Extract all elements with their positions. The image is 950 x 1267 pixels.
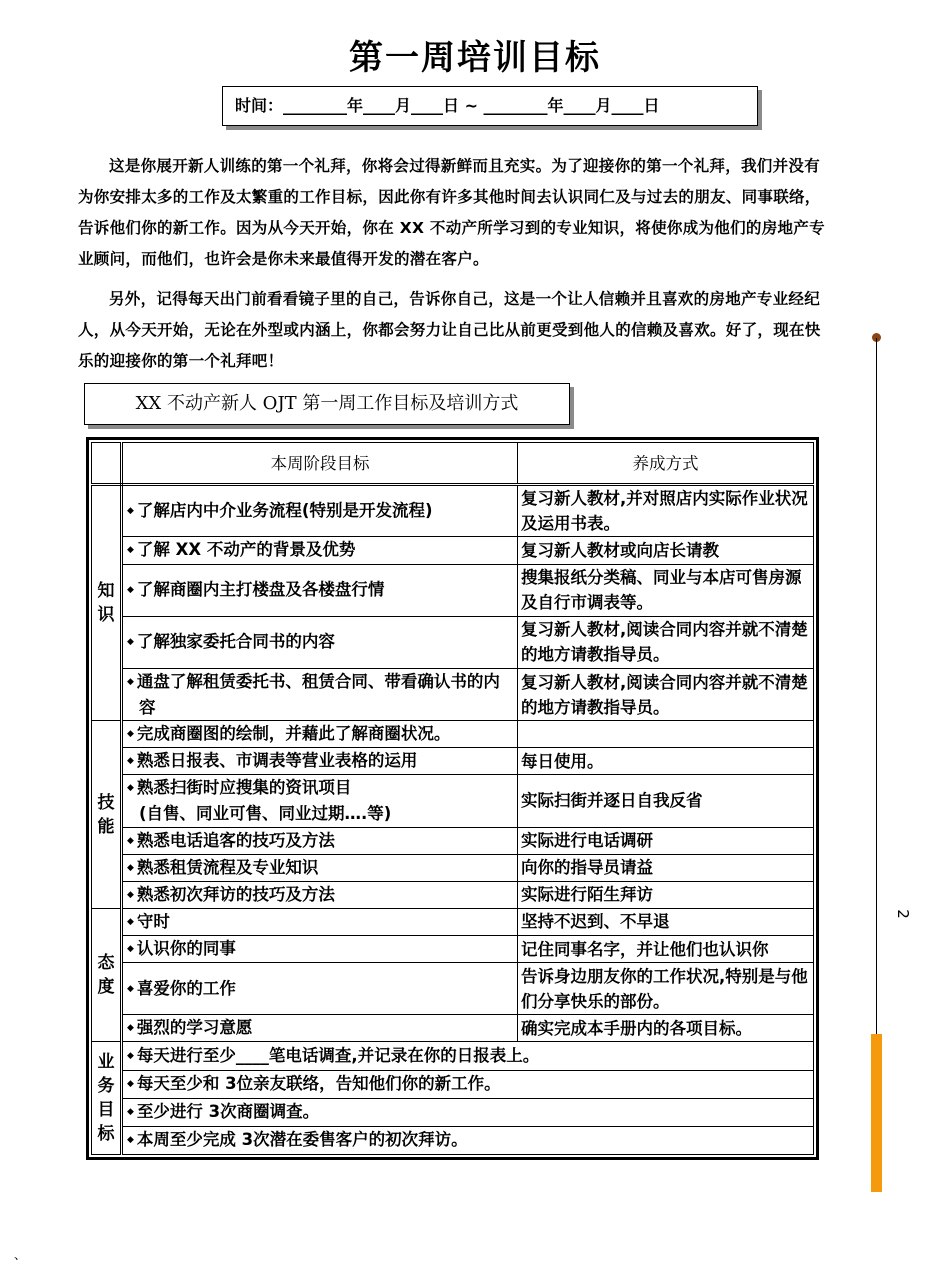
method-cell xyxy=(518,721,814,748)
method-cell: 记住同事名字，并让他们也认识你 xyxy=(518,936,814,963)
diamond-bullet-icon: ◆ xyxy=(127,1051,134,1062)
goal-cell xyxy=(122,881,518,908)
goal-text: 熟悉初次拜访的技巧及方法 xyxy=(136,884,335,904)
diamond-bullet-icon: ◆ xyxy=(127,1107,134,1118)
table-row xyxy=(92,1098,814,1126)
section-title-box xyxy=(84,383,570,425)
diamond-bullet-icon: ◆ xyxy=(127,506,134,517)
method-cell: 告诉身边朋友你的工作状况,特别是与他们分享快乐的部份。 xyxy=(518,963,814,1015)
goal-cell xyxy=(122,721,518,748)
diamond-bullet-icon: ◆ xyxy=(127,783,134,794)
header-method: 养成方式 xyxy=(518,443,814,485)
method-cell: 复习新人教材,并对照店内实际作业状况及运用书表。 xyxy=(518,485,814,537)
diamond-bullet-icon: ◆ xyxy=(127,545,134,556)
section-title: XX 不动产新人 OJT 第一周工作目标及培训方式 xyxy=(135,393,519,414)
date-range-box xyxy=(222,86,758,126)
diamond-bullet-icon: ◆ xyxy=(127,1023,134,1034)
method-cell: 坚持不迟到、不早退 xyxy=(518,908,814,935)
goal-cell xyxy=(122,616,518,668)
method-cell: 搜集报纸分类稿、同业与本店可售房源及自行市调表等。 xyxy=(518,564,814,616)
goal-cell xyxy=(122,668,518,720)
method-cell: 实际进行陌生拜访 xyxy=(518,881,814,908)
goal-text: 了解店内中介业务流程(特别是开发流程) xyxy=(136,501,433,521)
goal-text: 熟悉扫街时应搜集的资讯项目 (自售、同业可售、同业过期….等) xyxy=(136,778,392,824)
table-row xyxy=(92,963,814,1015)
category-label: 态 度 xyxy=(92,908,122,1042)
goal-text: 通盘了解租赁委托书、租赁合同、带看确认书的内容 xyxy=(136,672,500,718)
method-cell: 每日使用。 xyxy=(518,748,814,775)
goal-cell xyxy=(122,537,518,564)
table-row xyxy=(92,908,814,935)
goal-cell xyxy=(122,963,518,1015)
diamond-bullet-icon: ◆ xyxy=(127,677,134,688)
table-row xyxy=(92,485,814,537)
date-range-text: 时间：________年____月____日 ~ ________年____月____日 xyxy=(235,96,660,115)
goal-text: 强烈的学习意愿 xyxy=(136,1018,253,1038)
intro-paragraph-1: 这是你展开新人训练的第一个礼拜，你将会过得新鲜而且充实。为了迎接你的第一个礼拜，我们并没有为你安排太多的工作及太繁重的工作目标，因此你有许多其他时间去认识同仁及与过去的朋友、同事联络，告诉他们你的新工作。因为从今天开始，你在 XX 不动产所学习到的专业知识，将使你成为他们的房地产专业顾问，而他们，也许会是你未来最值得开发的潜在客户。 xyxy=(78,157,825,268)
goal-text: 了解独家委托合同书的内容 xyxy=(136,632,335,652)
table-row xyxy=(92,881,814,908)
goal-cell xyxy=(122,564,518,616)
diamond-bullet-icon: ◆ xyxy=(127,637,134,648)
goal-cell xyxy=(122,854,518,881)
intro-paragraph-2: 另外，记得每天出门前看看镜子里的自己，告诉你自己，这是一个让人信赖并且喜欢的房地产专业经纪人，从今天开始，无论在外型或内涵上，你都会努力让自己比从前更受到他人的信赖及喜欢。好了，现在快乐的迎接你的第一个礼拜吧！ xyxy=(78,290,821,370)
method-cell: 复习新人教材或向店长请教 xyxy=(518,537,814,564)
goal-cell xyxy=(122,748,518,775)
method-cell: 向你的指导员请益 xyxy=(518,854,814,881)
table-row xyxy=(92,564,814,616)
goal-cell xyxy=(122,775,518,827)
table-row xyxy=(92,936,814,963)
diamond-bullet-icon: ◆ xyxy=(127,835,134,846)
goal-text: 熟悉日报表、市调表等营业表格的运用 xyxy=(136,751,418,771)
goal-text: 每天至少和 3位亲友联络，告知他们你的新工作。 xyxy=(136,1074,501,1094)
diamond-bullet-icon: ◆ xyxy=(127,756,134,767)
margin-accent-bar xyxy=(871,1034,882,1192)
diamond-bullet-icon: ◆ xyxy=(127,889,134,900)
table-row xyxy=(92,1070,814,1098)
diamond-bullet-icon: ◆ xyxy=(127,916,134,927)
diamond-bullet-icon: ◆ xyxy=(127,585,134,596)
goal-text: 至少进行 3次商圈调查。 xyxy=(136,1102,320,1122)
diamond-bullet-icon: ◆ xyxy=(127,944,134,955)
goal-cell xyxy=(122,908,518,935)
goal-cell xyxy=(122,936,518,963)
diamond-bullet-icon: ◆ xyxy=(127,729,134,740)
category-label: 业 务 目 标 xyxy=(92,1042,122,1155)
table-row xyxy=(92,854,814,881)
method-cell: 确实完成本手册内的各项目标。 xyxy=(518,1015,814,1042)
method-cell: 实际扫街并逐日自我反省 xyxy=(518,775,814,827)
goals-table-body xyxy=(92,443,814,1155)
page-title: 第一周培训目标 xyxy=(349,38,601,78)
goal-text: 本周至少完成 3次潜在委售客户的初次拜访。 xyxy=(136,1130,468,1150)
method-cell: 复习新人教材,阅读合同内容并就不清楚的地方请教指导员。 xyxy=(518,668,814,720)
goal-text: 喜爱你的工作 xyxy=(136,978,236,998)
table-row xyxy=(92,616,814,668)
table-row xyxy=(92,748,814,775)
goal-text: 熟悉电话追客的技巧及方法 xyxy=(136,830,335,850)
table-row xyxy=(92,1042,814,1070)
corner-mark: 、 xyxy=(14,1248,27,1262)
header-goal: 本周阶段目标 xyxy=(122,443,518,485)
table-row xyxy=(92,1015,814,1042)
method-cell: 实际进行电话调研 xyxy=(518,827,814,854)
category-label: 知 识 xyxy=(92,485,122,721)
page-number: 2 xyxy=(893,909,912,919)
category-label: 技 能 xyxy=(92,721,122,909)
header-corner-cell xyxy=(92,443,122,485)
goal-text: 认识你的同事 xyxy=(136,939,236,959)
goal-text: 熟悉租赁流程及专业知识 xyxy=(136,857,319,877)
table-row xyxy=(92,827,814,854)
table-row xyxy=(92,668,814,720)
goal-cell xyxy=(122,1042,814,1070)
goal-text: 每天进行至少____笔电话调查,并记录在你的日报表上。 xyxy=(136,1046,540,1066)
goal-text: 守时 xyxy=(136,911,170,931)
goal-text: 了解 XX 不动产的背景及优势 xyxy=(136,540,356,560)
diamond-bullet-icon: ◆ xyxy=(127,862,134,873)
goal-cell xyxy=(122,827,518,854)
table-row xyxy=(92,775,814,827)
goal-cell xyxy=(122,1015,518,1042)
goal-cell xyxy=(122,1126,814,1154)
table-row xyxy=(92,537,814,564)
goal-cell xyxy=(122,485,518,537)
goal-cell xyxy=(122,1098,814,1126)
table-row xyxy=(92,1126,814,1154)
margin-line xyxy=(876,338,877,1038)
goal-text: 完成商圈图的绘制，并藉此了解商圈状况。 xyxy=(136,724,451,744)
goal-cell xyxy=(122,1070,814,1098)
diamond-bullet-icon: ◆ xyxy=(127,1135,134,1146)
goals-table xyxy=(91,442,814,1155)
diamond-bullet-icon: ◆ xyxy=(127,983,134,994)
goal-text: 了解商圈内主打楼盘及各楼盘行情 xyxy=(136,580,385,600)
table-header-row xyxy=(92,443,814,485)
goals-table-frame xyxy=(86,437,819,1160)
table-row xyxy=(92,721,814,748)
diamond-bullet-icon: ◆ xyxy=(127,1079,134,1090)
method-cell: 复习新人教材,阅读合同内容并就不清楚的地方请教指导员。 xyxy=(518,616,814,668)
